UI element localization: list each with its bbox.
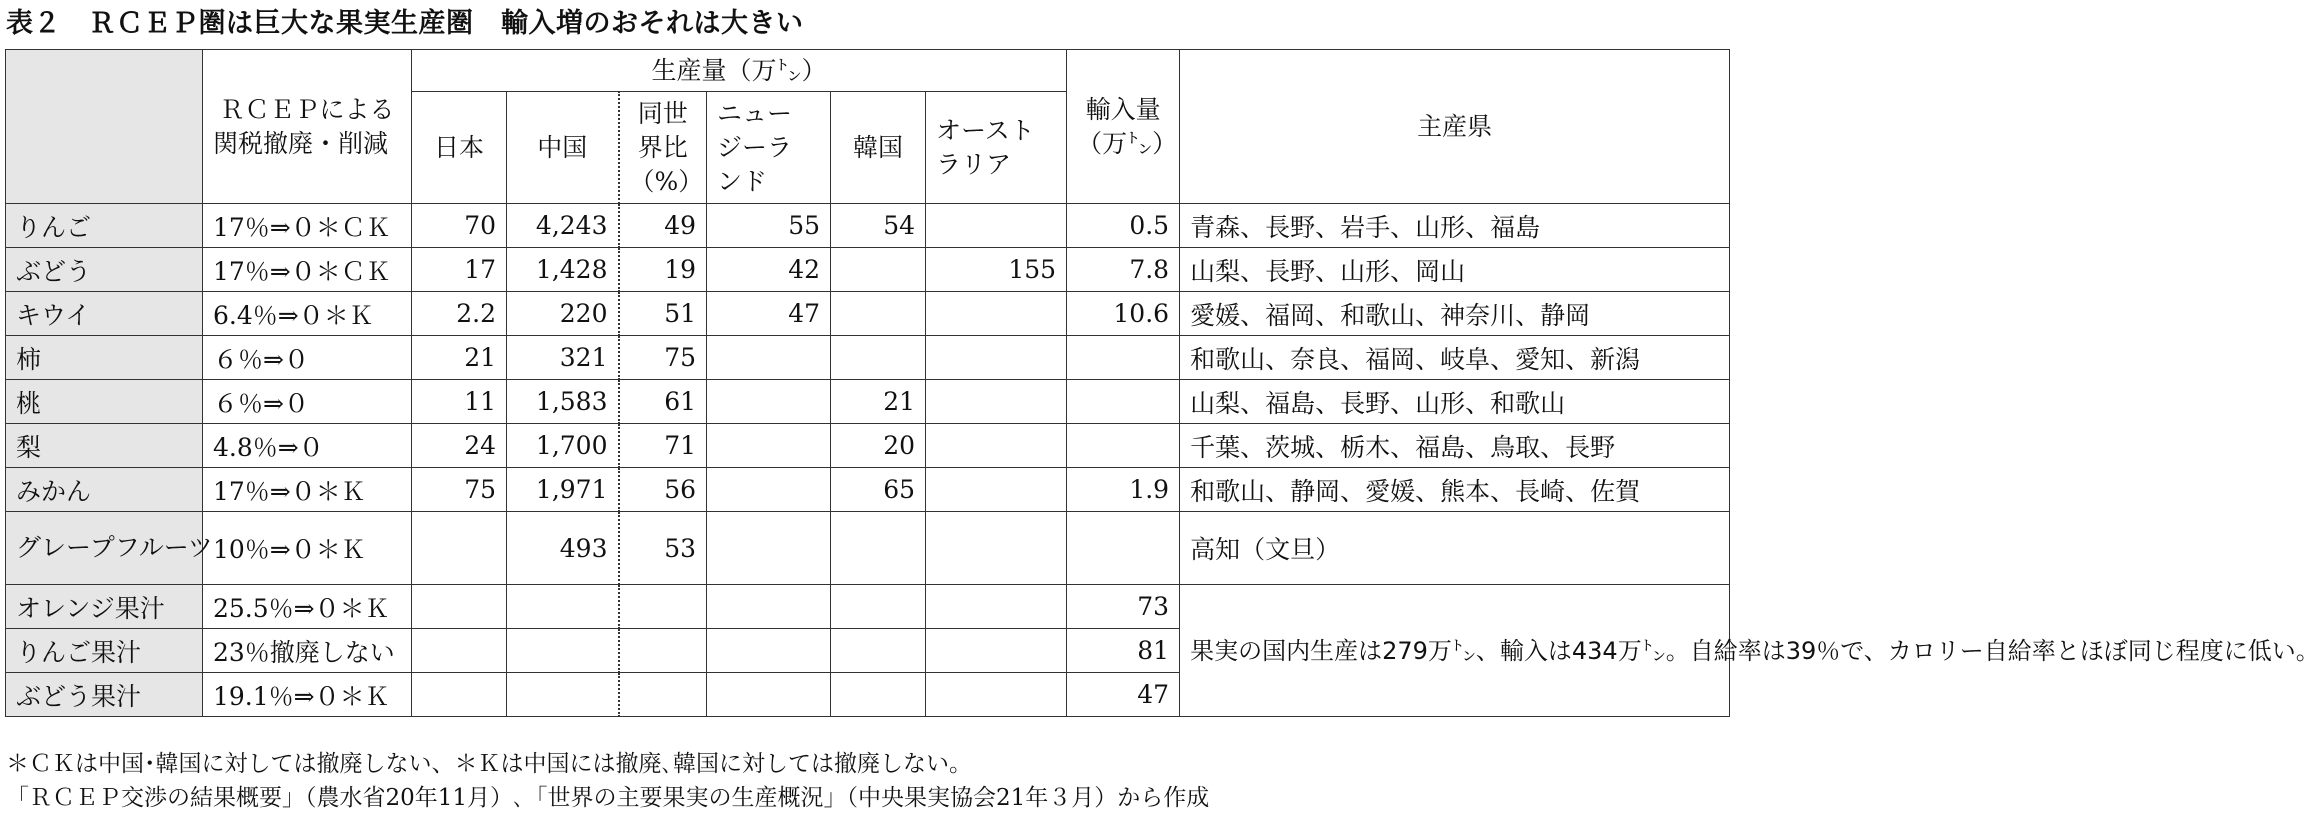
japan-production [412,585,507,629]
japan-production [412,512,507,585]
nz-production: 55 [707,204,831,248]
imports-cell [1067,380,1180,424]
japan-production: 24 [412,424,507,468]
tariff-cell: 19.1％⇒０＊Ｋ [203,673,412,717]
footnote-legend: ＊ＣＫは中国･韓国に対しては撤廃しない、＊Ｋは中国には撤廃､韓国に対しては撤廃しない。 [6,751,972,777]
china-production: 1,700 [507,424,619,468]
japan-production: 2.2 [412,292,507,336]
china-production [507,585,619,629]
china-production [507,629,619,673]
tariff-cell: 4.8％⇒０ [203,424,412,468]
imports-cell: 10.6 [1067,292,1180,336]
prefectures-cell: 山梨、長野、山形、岡山 [1180,248,1730,292]
tariff-cell: 23％撤廃しない [203,629,412,673]
table-row [6,424,1730,468]
prefectures-cell: 千葉、茨城、栃木、福島、鳥取、長野 [1180,424,1730,468]
fruit-table [5,49,2320,717]
world-ratio: 71 [619,424,707,468]
world-ratio [619,585,707,629]
header-australia-line2: ラリア [936,149,1012,179]
fruit-name: みかん [6,468,203,512]
imports-cell [1067,424,1180,468]
china-production: 1,428 [507,248,619,292]
world-ratio: 61 [619,380,707,424]
fruit-name: りんご果汁 [6,629,203,673]
australia-production [926,512,1067,585]
summary-note: 果実の国内生産は279万㌧、輸入は434万㌧。自給率は39％で、カロリー自給率とほぼ同じ程度に低い。 [1180,585,1730,717]
nz-production: 47 [707,292,831,336]
nz-production [707,673,831,717]
australia-production [926,585,1067,629]
header-nz-line1: ニュー [717,98,793,128]
tariff-cell: ６％⇒０ [203,336,412,380]
nz-production [707,585,831,629]
prefectures-cell: 山梨、福島、長野、山形、和歌山 [1180,380,1730,424]
header-australia [926,92,1067,204]
australia-production [926,380,1067,424]
australia-production [926,292,1067,336]
tariff-cell: 10％⇒０＊Ｋ [203,512,412,585]
australia-production: 155 [926,248,1067,292]
imports-cell: 47 [1067,673,1180,717]
japan-production [412,673,507,717]
header-imports-line1: 輸入量 [1085,94,1161,124]
prefectures-cell: 和歌山、奈良、福岡、岐阜、愛知、新潟 [1180,336,1730,380]
fruit-name: オレンジ果汁 [6,585,203,629]
korea-production [831,248,926,292]
prefectures-cell: 愛媛、福岡、和歌山、神奈川、静岡 [1180,292,1730,336]
japan-production: 75 [412,468,507,512]
header-world-ratio [619,92,707,204]
australia-production [926,468,1067,512]
header-new-zealand [707,92,831,204]
header-china: 中国 [507,92,619,204]
china-production [507,673,619,717]
korea-production [831,585,926,629]
fruit-name: 桃 [6,380,203,424]
header-world-ratio-line2: 界比 [637,132,688,162]
header-prefectures: 主産県 [1180,50,1730,204]
china-production: 321 [507,336,619,380]
world-ratio: 53 [619,512,707,585]
world-ratio: 49 [619,204,707,248]
fruit-name: 柿 [6,336,203,380]
imports-cell: 0.5 [1067,204,1180,248]
nz-production [707,468,831,512]
world-ratio [619,629,707,673]
nz-production [707,336,831,380]
korea-production [831,292,926,336]
japan-production: 11 [412,380,507,424]
header-korea: 韓国 [831,92,926,204]
korea-production: 65 [831,468,926,512]
world-ratio: 56 [619,468,707,512]
header-rcep [203,50,412,204]
imports-cell: 1.9 [1067,468,1180,512]
australia-production [926,629,1067,673]
header-nz-line2: ジーラ [717,132,793,162]
header-production: 生産量（万㌧） [412,50,1067,92]
australia-production [926,424,1067,468]
prefectures-cell: 高知（文旦） [1180,512,1730,585]
header-australia-line1: オースト [936,115,1035,145]
korea-production: 54 [831,204,926,248]
table-row [6,336,1730,380]
korea-production: 20 [831,424,926,468]
header-rcep-line1: ＲＣＥＰによる [219,94,395,124]
fruit-name: りんご [6,204,203,248]
china-production: 220 [507,292,619,336]
china-production: 4,243 [507,204,619,248]
imports-cell: 81 [1067,629,1180,673]
imports-cell [1067,336,1180,380]
footnote-source: 「ＲＣＥＰ交渉の結果概要」（農水省20年11月）､「世界の主要果実の生産概況」（中央果実協会21年３月）から作成 [6,785,1210,811]
imports-cell: 7.8 [1067,248,1180,292]
prefectures-cell: 和歌山、静岡、愛媛、熊本、長崎、佐賀 [1180,468,1730,512]
japan-production: 21 [412,336,507,380]
header-imports-line2: （万㌧） [1077,128,1178,158]
fruit-name: ぶどう果汁 [6,673,203,717]
nz-production [707,424,831,468]
australia-production [926,673,1067,717]
page-title: 表２ ＲＣＥＰ圏は巨大な果実生産圏 輸入増のおそれは大きい [6,8,804,39]
header-world-ratio-line1: 同世 [637,98,688,128]
tariff-cell: 17％⇒０＊Ｋ [203,468,412,512]
fruit-name: ぶどう [6,248,203,292]
japan-production: 70 [412,204,507,248]
korea-production [831,629,926,673]
table-row [6,380,1730,424]
corner-header [6,50,203,204]
korea-production [831,512,926,585]
tariff-cell: 25.5％⇒０＊Ｋ [203,585,412,629]
table-row [6,204,1730,248]
world-ratio: 51 [619,292,707,336]
china-production: 1,583 [507,380,619,424]
header-japan: 日本 [412,92,507,204]
australia-production [926,336,1067,380]
tariff-cell: ６％⇒０ [203,380,412,424]
australia-production [926,204,1067,248]
table-row [6,248,1730,292]
prefectures-cell: 青森、長野、岩手、山形、福島 [1180,204,1730,248]
fruit-name: グレープフルーツ [6,512,203,585]
korea-production: 21 [831,380,926,424]
header-nz-line3: ンド [717,166,768,196]
table-row [6,512,1730,585]
header-world-ratio-line3: （%） [629,166,704,196]
world-ratio: 19 [619,248,707,292]
nz-production [707,629,831,673]
table-row [6,468,1730,512]
china-production: 1,971 [507,468,619,512]
tariff-cell: 17％⇒０＊ＣＫ [203,248,412,292]
table-row [6,585,1730,629]
japan-production: 17 [412,248,507,292]
nz-production: 42 [707,248,831,292]
tariff-cell: 17％⇒０＊ＣＫ [203,204,412,248]
korea-production [831,673,926,717]
imports-cell: 73 [1067,585,1180,629]
china-production: 493 [507,512,619,585]
header-rcep-line2: 関税撤廃・削減 [213,128,389,158]
tariff-cell: 6.4％⇒０＊Ｋ [203,292,412,336]
korea-production [831,336,926,380]
nz-production [707,380,831,424]
fruit-name: キウイ [6,292,203,336]
world-ratio [619,673,707,717]
world-ratio: 75 [619,336,707,380]
nz-production [707,512,831,585]
fruit-name: 梨 [6,424,203,468]
header-imports [1067,50,1180,204]
table-row [6,292,1730,336]
imports-cell [1067,512,1180,585]
japan-production [412,629,507,673]
